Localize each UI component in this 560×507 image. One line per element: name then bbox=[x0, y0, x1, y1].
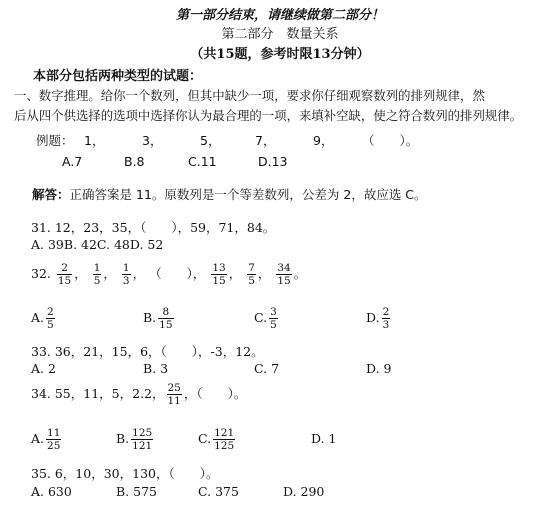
question-34-option-d: D. 1 bbox=[311, 431, 337, 446]
fraction: $\frac{2}{15}$ bbox=[57, 262, 72, 287]
question-33-option: B. 3 bbox=[143, 361, 169, 376]
example-label: 例题： bbox=[36, 133, 74, 148]
question-number: 32. bbox=[31, 266, 51, 281]
example-blank: （ ）。 bbox=[362, 133, 419, 148]
fraction: $\frac{1}{3}$ bbox=[122, 262, 130, 287]
section1-desc-line2: 后从四个供选择的选项中选择你认为最合理的一项，来填补空缺，使之符合数列的排列规律。 bbox=[14, 108, 523, 123]
question-32: 32. $\frac{2}{15}$ ， $\frac{1}{5}$ ， $\frac{1}{3}$ ， （ ）， $\frac{13}{15}$ ， $\frac{7}{5}$ ， $\frac{34}{15}$ 。 bbox=[31, 262, 307, 287]
fraction: $\frac{25}{11}$ bbox=[167, 382, 181, 407]
question-32-option-b: B. $\frac{8}{15}$ bbox=[143, 306, 173, 331]
question-35: 35. 6，10，30，130，（ ）。 bbox=[31, 466, 219, 481]
question-33-option: D. 9 bbox=[366, 361, 392, 376]
question-34-option-b: B. $\frac{125}{121}$ bbox=[116, 427, 153, 452]
fraction: $\frac{1}{5}$ bbox=[93, 262, 101, 287]
question-32-option-c: C. $\frac{3}{5}$ bbox=[254, 306, 277, 331]
question-35-option: A. 630 bbox=[31, 484, 72, 499]
answer-label: 解答： bbox=[32, 187, 70, 202]
part-one-end-notice: 第一部分结束，请继续做第二部分！ bbox=[175, 8, 384, 23]
answer-text: 正确答案是 11。原数列是一个等差数列，公差为 2，故应选 C。 bbox=[69, 187, 427, 202]
example-option: D.13 bbox=[258, 154, 288, 169]
question-35-option: D. 290 bbox=[283, 484, 325, 499]
question-32-option-d: D. $\frac{2}{3}$ bbox=[366, 306, 390, 331]
example-term: 3， bbox=[142, 133, 163, 148]
example-term: 5， bbox=[200, 133, 221, 148]
example-option: C.11 bbox=[188, 154, 217, 169]
question-35-option: C. 375 bbox=[198, 484, 239, 499]
answer-explanation bbox=[32, 185, 427, 203]
intro-text: 本部分包括两种类型的试题： bbox=[33, 69, 203, 84]
question-31: 31. 12，23，35，（ ），59，71，84。 bbox=[31, 220, 276, 235]
example-option: B.8 bbox=[124, 154, 145, 169]
question-32-option-a: A. $\frac{2}{5}$ bbox=[31, 306, 54, 331]
blank: （ ）， bbox=[149, 266, 206, 281]
fraction: $\frac{34}{15}$ bbox=[277, 262, 291, 287]
question-33-option: A. 2 bbox=[31, 361, 56, 376]
part-two-subtitle: （共15题，参考时限13分钟） bbox=[190, 47, 370, 62]
example-term: 7， bbox=[255, 133, 276, 148]
section1-desc-line1: 一、数字推理。给你一个数列，但其中缺少一项，要求你仔细观察数列的排列规律，然 bbox=[14, 88, 485, 103]
part-two-title: 第二部分 数量关系 bbox=[221, 27, 339, 42]
fraction: $\frac{7}{5}$ bbox=[248, 262, 255, 287]
question-34-option-c: C. $\frac{121}{125}$ bbox=[198, 427, 235, 452]
example-term: 9， bbox=[313, 133, 334, 148]
question-35-option: B. 575 bbox=[116, 484, 157, 499]
example-option: A.7 bbox=[62, 154, 83, 169]
question-31-options: A. 39B. 42C. 48D. 52 bbox=[31, 237, 164, 252]
question-33-option: C. 7 bbox=[254, 361, 280, 376]
fraction: $\frac{13}{15}$ bbox=[212, 262, 226, 287]
question-34-option-a: A. $\frac{11}{25}$ bbox=[31, 427, 61, 452]
example-term: 1， bbox=[84, 133, 105, 148]
question-33: 33. 36，21，15，6，（ ），-3，12。 bbox=[31, 344, 264, 359]
question-34: 34. 55，11，5，2.2， $\frac{25}{11}$ ，（ ）。 bbox=[31, 382, 247, 407]
